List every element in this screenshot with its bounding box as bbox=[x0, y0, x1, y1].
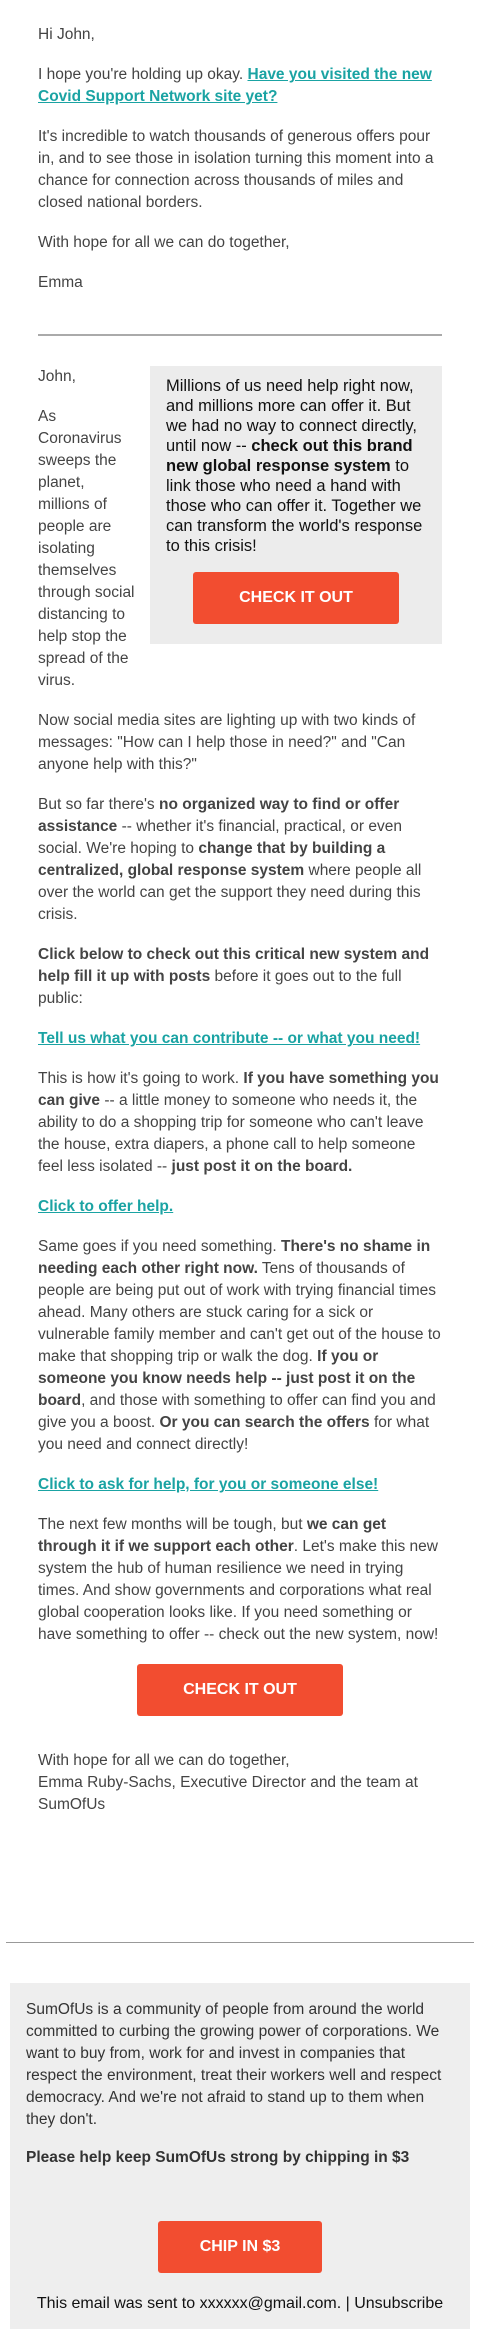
text-span: Same goes if you need something. bbox=[38, 1238, 281, 1255]
bold-span: There's no shame in needing each other right now. bbox=[38, 1238, 431, 1277]
text-span: , and those with something to offer can find you and give you a boost. bbox=[38, 1392, 436, 1431]
bold-span: just post it on the board. bbox=[171, 1158, 353, 1175]
chip-in-button[interactable]: CHIP IN $3 bbox=[158, 2221, 322, 2273]
signature-line-1: With hope for all we can do together, bbox=[38, 1752, 290, 1769]
bold-span: If you or someone you know needs help -- just post it on the board bbox=[38, 1348, 416, 1409]
callout-bold-1: check out this brand new global response system bbox=[166, 437, 413, 475]
signature-block bbox=[38, 1750, 442, 1816]
ask-for-help-link[interactable]: Click to ask for help, for you or someone else! bbox=[38, 1476, 379, 1493]
text-span: before it goes out to the full public: bbox=[38, 968, 402, 1007]
footer-appeal-bold: Please help keep SumOfUs strong by chipping in $3 bbox=[26, 2149, 410, 2166]
ask-link-paragraph bbox=[38, 1474, 442, 1496]
bold-span: we can get through it if we support each other bbox=[38, 1516, 387, 1555]
text-span: This is how it's going to work. bbox=[38, 1070, 244, 1087]
footer-cta-wrap bbox=[26, 2185, 454, 2287]
offer-link-paragraph bbox=[38, 1196, 442, 1218]
section-divider bbox=[38, 334, 442, 336]
same-goes-paragraph bbox=[38, 1236, 442, 1456]
contribute-link-paragraph bbox=[38, 1028, 442, 1050]
text-span: where people all over the world can get the support they need during this crisis. bbox=[38, 862, 422, 923]
intro-paragraph-3: With hope for all we can do together, bbox=[38, 234, 290, 251]
text-span: But so far there's bbox=[38, 796, 159, 813]
main-section bbox=[0, 366, 480, 1816]
bold-span: no organized way to find or offer assistance bbox=[38, 796, 400, 835]
text-span: Tens of thousands of people are being put out of work with trying financial times ahead. Many others are stuck caring for a sick or vulnerable family member and can't get out of the house to make that shopping trip or walk the dog. bbox=[38, 1260, 441, 1365]
main-cta-wrap bbox=[38, 1664, 442, 1716]
text-span: . Let's make this new system the hub of human resilience we need in trying times. And show governments and corporations what real global cooperation looks like. If you need something or have something to offer -- check out the new system, now! bbox=[38, 1538, 439, 1643]
bold-span: If you have something you can give bbox=[38, 1070, 439, 1109]
sent-to-line bbox=[26, 2293, 454, 2315]
signature-line-2: Emma Ruby-Sachs, Executive Director and the team at SumOfUs bbox=[38, 1774, 418, 1813]
callout-check-it-out-button[interactable]: CHECK IT OUT bbox=[193, 572, 399, 624]
footer-box bbox=[10, 1983, 470, 2329]
intro-p1-text: I hope you're holding up okay. bbox=[38, 66, 248, 83]
bold-span: change that by building a centralized, global response system bbox=[38, 840, 386, 879]
offer-help-link[interactable]: Click to offer help. bbox=[38, 1198, 174, 1215]
callout-text-1: Millions of us need help right now, and millions more can offer it. But we had no way to connect directly, until now -- bbox=[166, 377, 417, 455]
callout-row bbox=[38, 366, 442, 692]
callout-box bbox=[150, 366, 442, 644]
bold-span: Or you can search the offers bbox=[159, 1414, 370, 1431]
intro-section bbox=[0, 0, 480, 294]
unsubscribe-link[interactable]: Unsubscribe bbox=[354, 2295, 444, 2312]
intro-paragraph-1 bbox=[38, 64, 442, 108]
body-greeting: John, bbox=[38, 368, 76, 385]
how-it-works-paragraph bbox=[38, 1068, 442, 1178]
no-organized-way-paragraph bbox=[38, 794, 442, 926]
sent-to-text: This email was sent to xxxxxx@gmail.com. | bbox=[36, 2295, 355, 2312]
intro-greeting: Hi John, bbox=[38, 26, 95, 43]
main-check-it-out-button[interactable]: CHECK IT OUT bbox=[137, 1664, 343, 1716]
social-media-paragraph: Now social media sites are lighting up with two kinds of messages: "How can I help those in need?" and "Can anyone help with this?" bbox=[38, 712, 416, 773]
covid-support-network-link[interactable]: Have you visited the new Covid Support Network site yet? bbox=[38, 66, 432, 105]
next-months-paragraph bbox=[38, 1514, 442, 1646]
text-span: -- a little money to someone who needs it, the ability to do a shopping trip for someone who can't leave the house, extra diapers, a phone call to help someone feel less isolated -- bbox=[38, 1092, 424, 1175]
contribute-or-need-link[interactable]: Tell us what you can contribute -- or what you need! bbox=[38, 1030, 421, 1047]
text-span: The next few months will be tough, but bbox=[38, 1516, 307, 1533]
intro-paragraph-2: It's incredible to watch thousands of generous offers pour in, and to see those in isolation turning this moment into a chance for connection across thousands of miles and closed national borders. bbox=[38, 128, 434, 211]
callout-text-2: to link those who need a hand with those who can offer it. Together we can transform the world's response to this crisis! bbox=[166, 457, 423, 555]
text-span: -- whether it's financial, practical, or even social. We're hoping to bbox=[38, 818, 402, 857]
click-below-paragraph bbox=[38, 944, 442, 1010]
footer-about: SumOfUs is a community of people from around the world committed to curbing the growing power of corporations. We want to buy from, work for and invest in companies that respect the environment, treat their workers well and respect democracy. And we're not afraid to stand up to them when they don't. bbox=[26, 2001, 442, 2128]
coronavirus-paragraph: As Coronavirus sweeps the planet, millions of people are isolating themselves through social distancing to help stop the spread of the virus. bbox=[38, 408, 135, 689]
intro-signoff: Emma bbox=[38, 274, 83, 291]
bold-span: Click below to check out this critical new system and help fill it up with posts bbox=[38, 946, 430, 985]
callout-cta-wrap bbox=[166, 556, 426, 634]
text-span: for what you need and connect directly! bbox=[38, 1414, 430, 1453]
footer-appeal bbox=[26, 2147, 454, 2169]
footer-divider bbox=[6, 1942, 474, 1943]
